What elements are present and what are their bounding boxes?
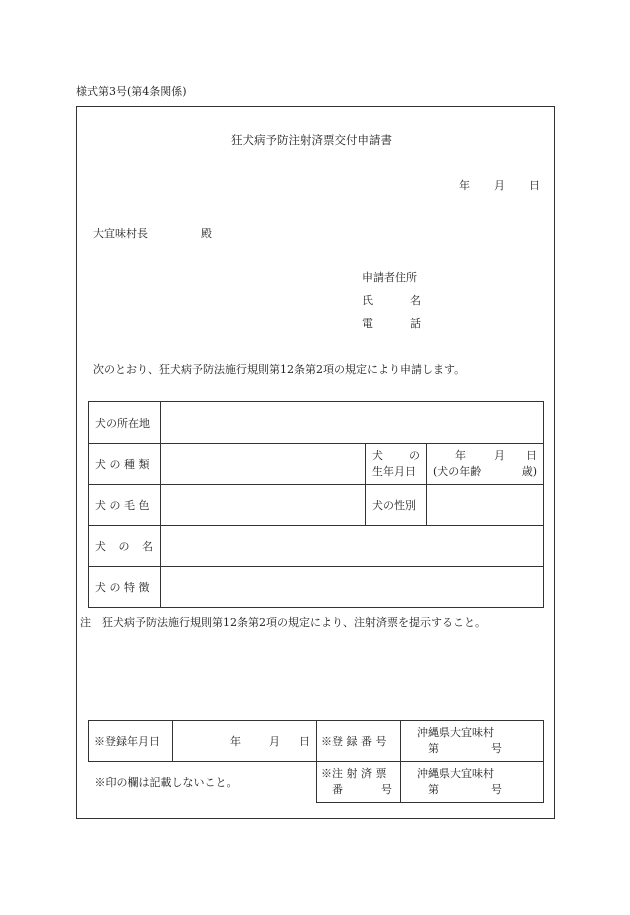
birth-year: 年 [455, 449, 466, 462]
row-features [89, 567, 544, 608]
intro-text: 次のとおり、狂犬病予防法施行規則第12条第2項の規定により申請します。 [93, 363, 466, 376]
dog-sex-label: 犬の性別 [366, 485, 427, 526]
dog-location-field[interactable] [161, 402, 544, 444]
reg-number-go: 号 [491, 742, 502, 755]
dog-sex-field[interactable] [427, 485, 544, 526]
honorific: 殿 [201, 227, 212, 240]
row-coat [89, 485, 544, 526]
dog-name-label-2: の [118, 540, 130, 553]
birth-month: 月 [494, 449, 505, 462]
dog-age-open: (犬の年齢 [433, 465, 482, 478]
form-number: 様式第3号(第4条関係) [76, 85, 187, 98]
dog-breed-field[interactable] [161, 444, 366, 485]
dog-info-table [88, 401, 544, 608]
applicant-name-label-1: 氏 [362, 294, 373, 307]
row-location [89, 402, 544, 444]
reg-date-field[interactable] [173, 721, 317, 762]
page-title: 狂犬病予防注射済票交付申請書 [231, 133, 392, 147]
dog-features-field[interactable] [161, 567, 544, 608]
row-name [89, 526, 544, 567]
dog-name-label-1: 犬 [95, 540, 106, 553]
dog-name-field[interactable] [161, 526, 544, 567]
applicant-phone-label-2: 話 [410, 317, 421, 330]
marked-fields-note: ※印の欄は記載しないこと。 [89, 762, 317, 803]
birth-label-date: 生年月日 [372, 465, 416, 478]
tag-number-dai: 第 [428, 783, 439, 796]
birth-label-no: の [409, 449, 420, 462]
birth-label-dog: 犬 [372, 449, 383, 462]
tag-label-ban: 番 [332, 783, 343, 796]
reg-month: 月 [269, 735, 280, 748]
reg-number-municipality: 沖縄県大宜味村 [417, 726, 494, 739]
dog-age-close: 歳) [521, 465, 538, 478]
row-tag [89, 762, 544, 803]
dog-birth-label [366, 444, 427, 485]
reg-day: 日 [299, 735, 310, 748]
tag-number-label [317, 762, 401, 803]
note-text: 注 狂犬病予防法施行規則第12条第2項の規定により、注射済票を提示すること。 [80, 616, 486, 629]
date-day-label: 日 [529, 179, 540, 192]
date-year-label: 年 [459, 179, 470, 192]
dog-birth-field[interactable] [427, 444, 544, 485]
reg-number-field[interactable] [401, 721, 544, 762]
office-use-table [88, 720, 544, 803]
applicant-phone-label-1: 電 [362, 317, 373, 330]
tag-number-municipality: 沖縄県大宜味村 [417, 767, 494, 780]
reg-number-label: ※登 録 番 号 [317, 721, 401, 762]
dog-location-label: 犬の所在地 [89, 402, 161, 444]
date-month-label: 月 [494, 179, 505, 192]
dog-coat-field[interactable] [161, 485, 366, 526]
tag-number-field[interactable] [401, 762, 544, 803]
row-registration [89, 721, 544, 762]
tag-number-go: 号 [491, 783, 502, 796]
dog-coat-label: 犬 の 毛 色 [89, 485, 161, 526]
dog-features-label: 犬 の 特 徴 [89, 567, 161, 608]
dog-breed-label: 犬 の 種 類 [89, 444, 161, 485]
row-breed [89, 444, 544, 485]
birth-day: 日 [526, 449, 538, 462]
dog-name-label [89, 526, 161, 567]
tag-label-go: 号 [381, 783, 392, 796]
reg-number-dai: 第 [428, 742, 439, 755]
reg-year: 年 [230, 735, 241, 748]
applicant-address-label: 申請者住所 [362, 271, 417, 284]
reg-date-label: ※登録年月日 [89, 721, 173, 762]
applicant-name-label-2: 名 [410, 294, 421, 307]
addressee: 大宜味村長 [93, 227, 148, 240]
tag-label-line1: ※注 射 済 票 [321, 767, 387, 780]
dog-name-label-3: 名 [142, 540, 153, 553]
